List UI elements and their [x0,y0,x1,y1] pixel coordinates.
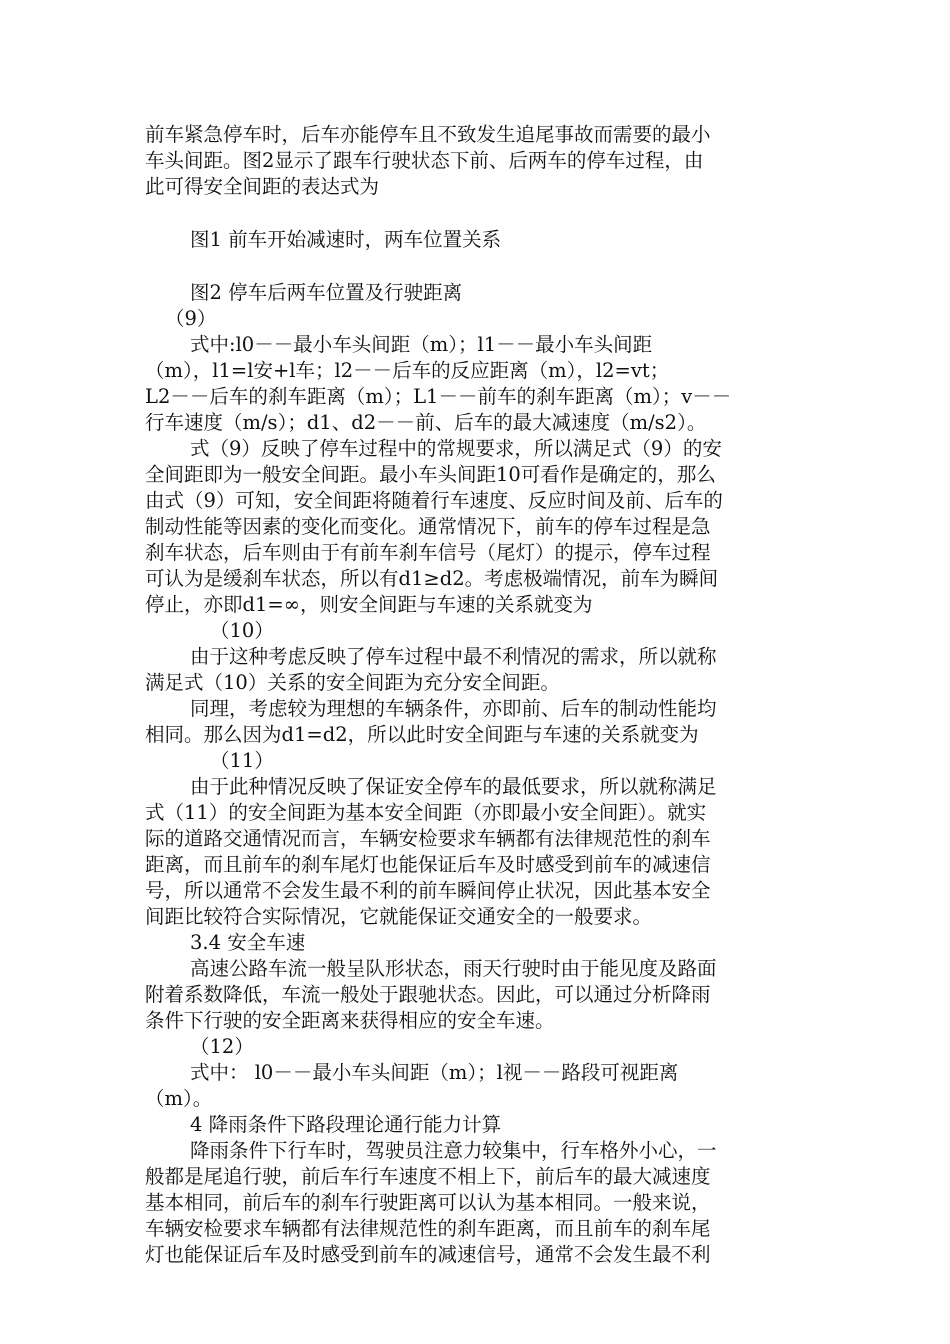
text-line: 3.4 安全车速 [190,931,306,954]
text-line: 式中： l0－－最小车头间距（m）；l视－－路段可视距离 [190,1061,679,1084]
text-line: 4 降雨条件下路段理论通行能力计算 [190,1113,502,1136]
text-line: L2－－后车的刹车距离（m）；L1－－前车的刹车距离（m）；v－－ [145,385,732,408]
text-line: 满足式（10）关系的安全间距为充分安全间距。 [145,671,560,694]
text-line: 式中:l0－－最小车头间距（m）；l1－－最小车头间距 [190,333,653,356]
text-line: （12） [190,1035,254,1058]
text-line: 由于此种情况反映了保证安全停车的最低要求，所以就称满足 [190,775,717,798]
text-line: 式（11）的安全间距为基本安全间距（亦即最小安全间距）。就实 [145,801,707,824]
text-line: 全间距即为一般安全间距。最小车头间距10可看作是确定的，那么 [145,463,716,486]
text-line: 号，所以通常不会发生最不利的前车瞬间停止状况，因此基本安全 [145,879,711,902]
text-line: 般都是尾追行驶，前后车行车速度不相上下，前后车的最大减速度 [145,1165,711,1188]
text-line: 由式（9）可知，安全间距将随着行车速度、反应时间及前、后车的 [145,489,723,512]
text-line: 车头间距。图2显示了跟车行驶状态下前、后两车的停车过程，由 [145,149,704,172]
text-line: （10） [210,619,274,642]
text-line: 距离，而且前车的刹车尾灯也能保证后车及时感受到前车的减速信 [145,853,711,876]
text-line: 际的道路交通情况而言，车辆安检要求车辆都有法律规范性的刹车 [145,827,711,850]
text-line: 同理，考虑较为理想的车辆条件，亦即前、后车的制动性能均 [190,697,717,720]
text-line: 制动性能等因素的变化而变化。通常情况下，前车的停车过程是急 [145,515,711,538]
text-line: 基本相同，前后车的刹车行驶距离可以认为基本相同。一般来说， [145,1191,711,1214]
text-line: 刹车状态，后车则由于有前车刹车信号（尾灯）的提示，停车过程 [145,541,711,564]
text-line: 图2 停车后两车位置及行驶距离 [190,281,463,304]
text-line: 停止，亦即d1=∞，则安全间距与车速的关系就变为 [145,593,593,616]
text-line: （9） [165,307,217,330]
text-line: （m），l1=l安+l车；l2－－后车的反应距离（m），l2=vt； [145,359,670,382]
text-line: 间距比较符合实际情况，它就能保证交通安全的一般要求。 [145,905,653,928]
text-line: 行车速度（m/s）；d1、d2－－前、后车的最大减速度（m/s2）。 [145,411,707,434]
text-line: 高速公路车流一般呈队形状态，雨天行驶时由于能见度及路面 [190,957,717,980]
text-line: 灯也能保证后车及时感受到前车的减速信号，通常不会发生最不利 [145,1243,711,1266]
text-line: （m）。 [145,1087,213,1110]
text-line: 可认为是缓刹车状态，所以有d1≥d2。考虑极端情况，前车为瞬间 [145,567,719,590]
text-line: 图1 前车开始减速时，两车位置关系 [190,228,502,251]
text-line: 车辆安检要求车辆都有法律规范性的刹车距离，而且前车的刹车尾 [145,1217,711,1240]
text-line: 降雨条件下行车时，驾驶员注意力较集中，行车格外小心，一 [190,1139,717,1162]
text-line: 条件下行驶的安全距离来获得相应的安全车速。 [145,1009,555,1032]
text-line: 式（9）反映了停车过程中的常规要求，所以满足式（9）的安 [190,437,722,460]
text-line: 相同。那么因为d1=d2，所以此时安全间距与车速的关系就变为 [145,723,699,746]
text-line: （11） [210,749,274,772]
text-line: 附着系数降低，车流一般处于跟驰状态。因此，可以通过分析降雨 [145,983,711,1006]
text-line: 由于这种考虑反映了停车过程中最不利情况的需求，所以就称 [190,645,717,668]
text-line: 前车紧急停车时，后车亦能停车且不致发生追尾事故而需要的最小 [145,123,711,146]
text-line: 此可得安全间距的表达式为 [145,175,380,198]
